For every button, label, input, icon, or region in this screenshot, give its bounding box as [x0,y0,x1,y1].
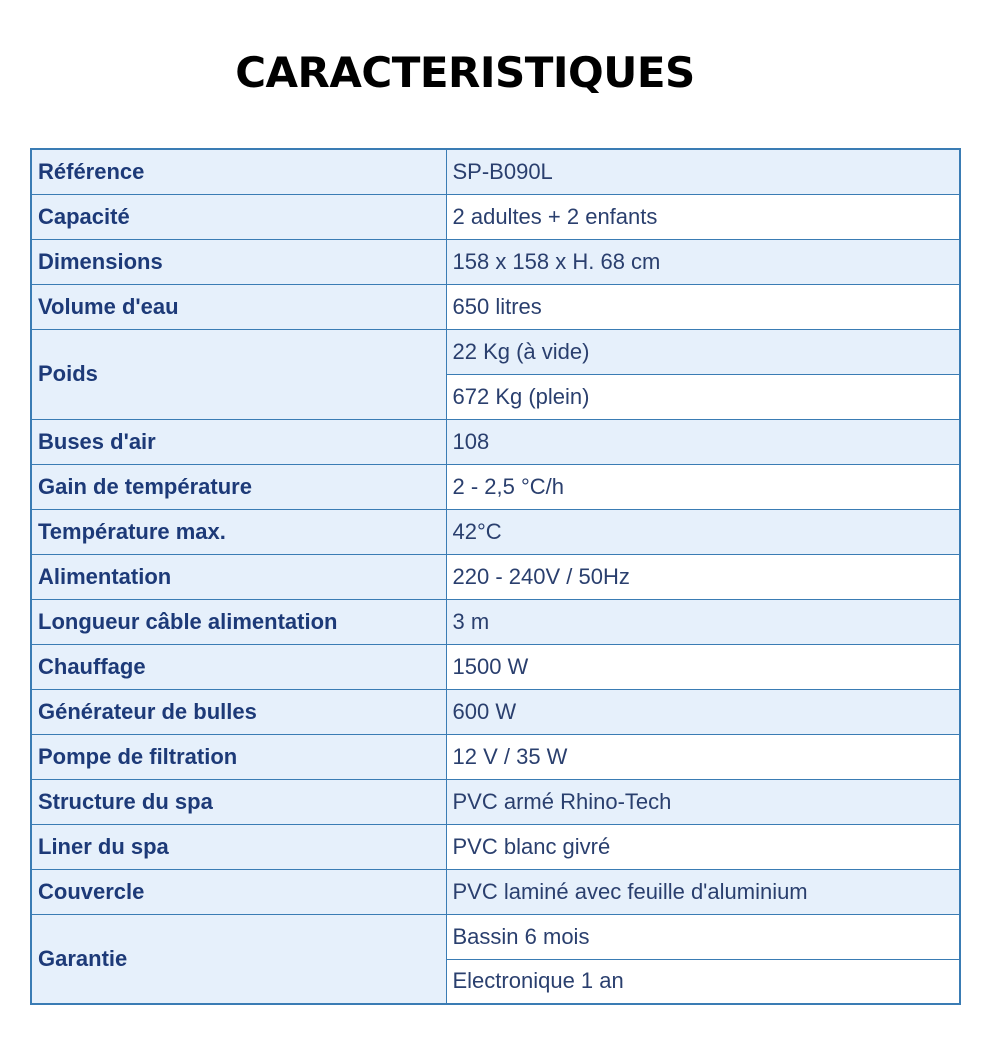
spec-value: 2 - 2,5 °C/h [446,464,960,509]
table-row [31,464,960,509]
spec-label: Structure du spa [31,779,446,824]
page-title: CARACTERISTIQUES [235,48,695,97]
table-row [31,824,960,869]
spec-value: 22 Kg (à vide) [446,329,960,374]
spec-label: Gain de température [31,464,446,509]
spec-value: Bassin 6 mois [446,914,960,959]
spec-value: 2 adultes + 2 enfants [446,194,960,239]
table-row [31,554,960,599]
spec-value: PVC blanc givré [446,824,960,869]
spec-value: 158 x 158 x H. 68 cm [446,239,960,284]
spec-label: Couvercle [31,869,446,914]
spec-value: 42°C [446,509,960,554]
table-row [31,779,960,824]
table-row [31,419,960,464]
spec-value: Electronique 1 an [446,959,960,1004]
spec-label: Référence [31,149,446,194]
spec-label: Garantie [31,914,446,1004]
spec-value: 220 - 240V / 50Hz [446,554,960,599]
spec-label: Température max. [31,509,446,554]
table-row [31,644,960,689]
spec-value: 650 litres [446,284,960,329]
spec-label: Pompe de filtration [31,734,446,779]
table-row [31,734,960,779]
spec-label: Chauffage [31,644,446,689]
spec-label: Volume d'eau [31,284,446,329]
table-row [31,149,960,194]
table-row [31,599,960,644]
spec-label: Longueur câble alimentation [31,599,446,644]
table-row [31,329,960,374]
table-row [31,194,960,239]
spec-label: Buses d'air [31,419,446,464]
spec-label: Capacité [31,194,446,239]
spec-value: PVC armé Rhino-Tech [446,779,960,824]
spec-label: Poids [31,329,446,419]
spec-value: 672 Kg (plein) [446,374,960,419]
spec-label: Liner du spa [31,824,446,869]
spec-value: PVC laminé avec feuille d'aluminium [446,869,960,914]
table-row [31,914,960,959]
spec-value: SP-B090L [446,149,960,194]
spec-label: Alimentation [31,554,446,599]
spec-label: Générateur de bulles [31,689,446,734]
spec-value: 3 m [446,599,960,644]
specs-table [30,148,961,1005]
table-row [31,509,960,554]
spec-value: 1500 W [446,644,960,689]
spec-value: 12 V / 35 W [446,734,960,779]
table-row [31,239,960,284]
spec-value: 108 [446,419,960,464]
table-row [31,689,960,734]
table-row [31,284,960,329]
spec-value: 600 W [446,689,960,734]
table-row [31,869,960,914]
spec-label: Dimensions [31,239,446,284]
